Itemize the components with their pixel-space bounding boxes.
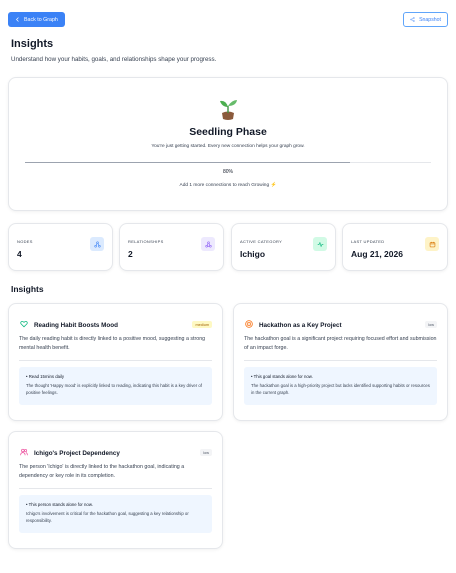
network-icon xyxy=(201,237,215,251)
divider xyxy=(19,360,212,361)
priority-badge: low xyxy=(200,449,212,456)
snapshot-button[interactable] xyxy=(403,12,448,27)
calendar-icon xyxy=(425,237,439,251)
insight-title: Reading Habit Boosts Mood xyxy=(34,322,118,329)
stat-card-last-updated xyxy=(342,223,448,271)
sprout-icon xyxy=(218,97,238,121)
heart-icon xyxy=(20,320,28,328)
growth-phase-card xyxy=(8,77,448,211)
phase-hint: Add 1 more connections to reach Growing ⚡ xyxy=(179,183,277,188)
divider xyxy=(19,488,212,489)
insight-detail-box xyxy=(19,367,212,405)
users-icon xyxy=(20,448,28,456)
divider xyxy=(244,360,437,361)
priority-badge: low xyxy=(425,321,437,328)
insight-title: Hackathon as a Key Project xyxy=(259,322,342,329)
stat-value: Aug 21, 2026 xyxy=(351,249,403,259)
page-subtitle: Understand how your habits, goals, and relationships shape your progress. xyxy=(11,56,217,63)
insight-card xyxy=(8,431,223,549)
insight-detail-body: Ichigo's involvement is critical for the hackathon goal, suggesting a key relationship or responsibility. xyxy=(26,511,189,523)
priority-badge: medium xyxy=(192,321,212,328)
stat-card-active-category xyxy=(231,223,336,271)
stat-value: 2 xyxy=(128,249,133,259)
arrow-left-icon xyxy=(15,17,20,22)
insight-detail-body: The hackathon goal is a high-priority project but lacks identified supporting habits or resources in the current graph. xyxy=(251,383,430,395)
insight-detail-head: • This person stands alone for now. xyxy=(26,502,93,507)
target-icon xyxy=(245,320,253,328)
page-title: Insights xyxy=(11,38,54,50)
insight-card xyxy=(233,303,448,421)
insight-detail-box xyxy=(19,495,212,533)
stat-label: ACTIVE CATEGORY xyxy=(240,239,283,244)
stat-value: 4 xyxy=(17,249,22,259)
insight-detail-head: • This goal stands alone for now. xyxy=(251,374,313,379)
share-nodes-icon xyxy=(90,237,104,251)
insight-title: Ichigo's Project Dependency xyxy=(34,450,120,457)
share-icon xyxy=(410,17,415,22)
insight-description: The daily reading habit is directly linked to a positive mood, suggesting a strong mental health benefit. xyxy=(19,336,206,351)
back-to-graph-button[interactable] xyxy=(8,12,65,27)
stat-label: RELATIONSHIPS xyxy=(128,239,164,244)
phase-description: You're just getting started. Every new connection helps your graph grow. xyxy=(151,144,305,149)
insight-description: The hackathon goal is a significant project requiring focused effort and submission of an impact forge. xyxy=(244,336,437,351)
stat-value: Ichigo xyxy=(240,249,266,259)
insight-description: The person 'Ichigo' is directly linked to the hackathon goal, indicating a dependency or key role in its completion. xyxy=(19,464,185,479)
stat-card-relationships xyxy=(119,223,224,271)
stat-label: LAST UPDATED xyxy=(351,239,385,244)
back-to-graph-label: Back to Graph xyxy=(24,16,58,23)
top-bar xyxy=(8,12,448,27)
phase-progress-bar xyxy=(25,162,431,163)
phase-progress-fill xyxy=(25,162,350,163)
insight-detail-box xyxy=(244,367,437,405)
stat-label: NODES xyxy=(17,239,33,244)
activity-icon xyxy=(313,237,327,251)
snapshot-label: Snapshot xyxy=(419,16,441,23)
phase-progress-percent: 80% xyxy=(222,169,233,175)
stat-card-nodes xyxy=(8,223,113,271)
insight-detail-body: The thought 'Happy mood' is explicitly linked to reading, indicating this habit is a key driver of positive feelings. xyxy=(26,383,202,395)
phase-name: Seedling Phase xyxy=(189,126,267,138)
insight-detail-head: • Read 15mins daily xyxy=(26,374,65,379)
insight-card xyxy=(8,303,223,421)
insights-section-title: Insights xyxy=(11,284,44,294)
